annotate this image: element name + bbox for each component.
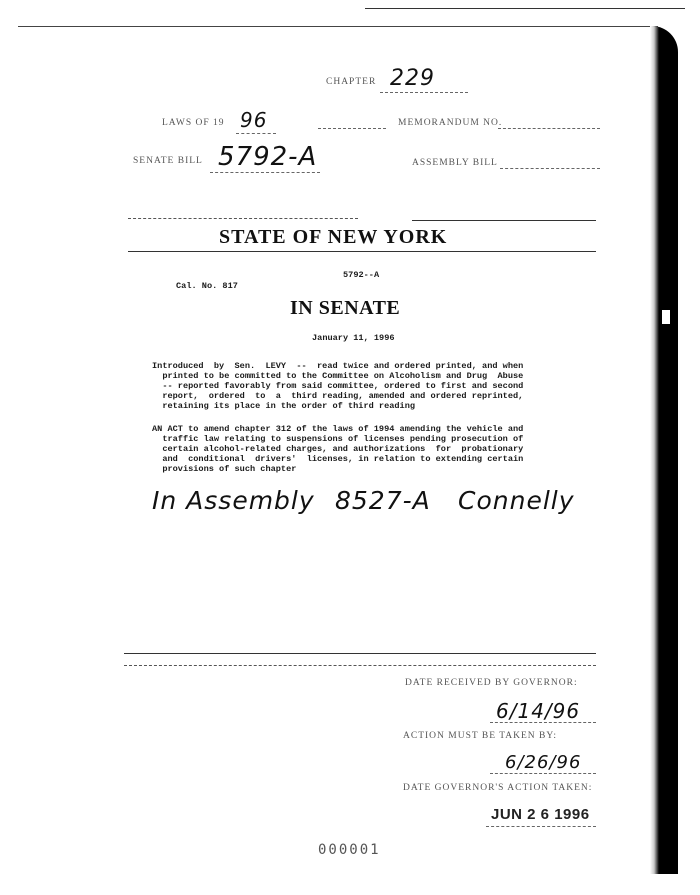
scan-top-rule — [365, 8, 685, 9]
act-line: AN ACT to amend chapter 312 of the laws of 1994 amending the vehicle and — [152, 424, 524, 434]
sponsor-name: Connelly — [458, 486, 575, 515]
house-title: IN SENATE — [290, 297, 401, 319]
act-line: certain alcohol-related charges, and authorizations for probationary — [152, 444, 524, 454]
received-date-blank — [490, 722, 596, 723]
lower-rule-1 — [124, 653, 596, 654]
page-number: 000001 — [318, 842, 381, 858]
introduced-line: Introduced by Sen. LEVY -- read twice and ordered printed, and when — [152, 361, 524, 371]
senate-bill-blank — [210, 172, 320, 173]
action-taken-blank — [486, 826, 596, 827]
action-taken-label: DATE GOVERNOR'S ACTION TAKEN: — [403, 783, 593, 793]
assembly-bill-label: ASSEMBLY BILL — [412, 158, 498, 168]
senate-bill-value: 5792-A — [218, 142, 318, 172]
chapter-value: 229 — [390, 66, 435, 91]
assembly-bill-blank — [500, 168, 600, 169]
header-rule-right — [412, 220, 596, 221]
bill-date: January 11, 1996 — [312, 333, 395, 343]
lower-rule-2 — [124, 665, 596, 666]
page-top-edge — [18, 26, 658, 27]
act-line: provisions of such chapter — [152, 464, 297, 474]
memorandum-label: MEMORANDUM NO. — [398, 118, 503, 128]
chapter-blank — [380, 92, 468, 93]
state-title-rule — [128, 251, 596, 252]
assembly-text: In Assembly — [152, 486, 315, 515]
received-label: DATE RECEIVED BY GOVERNOR: — [405, 678, 578, 688]
action-due-label: ACTION MUST BE TAKEN BY: — [403, 731, 557, 741]
action-due-date: 6/26/96 — [505, 752, 582, 773]
introduced-line: retaining its place in the order of third reading — [152, 401, 416, 411]
chapter-label: CHAPTER — [326, 77, 377, 87]
memorandum-blank — [498, 128, 600, 129]
laws-blank — [236, 133, 276, 134]
introduced-line: -- reported favorably from said committee, ordered to first and second — [152, 381, 524, 391]
act-line: and conditional drivers' licenses, in relation to extending certain — [152, 454, 524, 464]
received-date: 6/14/96 — [496, 699, 581, 723]
page-right-edge-shadow — [650, 26, 678, 874]
calendar-number: Cal. No. 817 — [176, 281, 238, 291]
laws-year: 96 — [240, 108, 268, 132]
bill-number: 5792--A — [343, 270, 380, 280]
page-edge-notch — [662, 310, 670, 324]
action-due-blank — [490, 773, 596, 774]
senate-bill-label: SENATE BILL — [133, 156, 203, 166]
header-rule-left — [128, 218, 358, 219]
state-title: STATE OF NEW YORK — [219, 226, 448, 248]
act-line: traffic law relating to suspensions of licenses pending prosecution of — [152, 434, 524, 444]
introduced-line: printed to be committed to the Committee on Alcoholism and Drug Abuse — [152, 371, 524, 381]
introduced-line: report, ordered to a third reading, amended and ordered reprinted, — [152, 391, 524, 401]
action-taken-stamp: JUN 2 6 1996 — [491, 806, 590, 823]
assembly-number: 8527-A — [335, 486, 431, 515]
laws-label: LAWS OF 19 — [162, 118, 225, 128]
pre-memorandum-blank — [318, 128, 386, 129]
